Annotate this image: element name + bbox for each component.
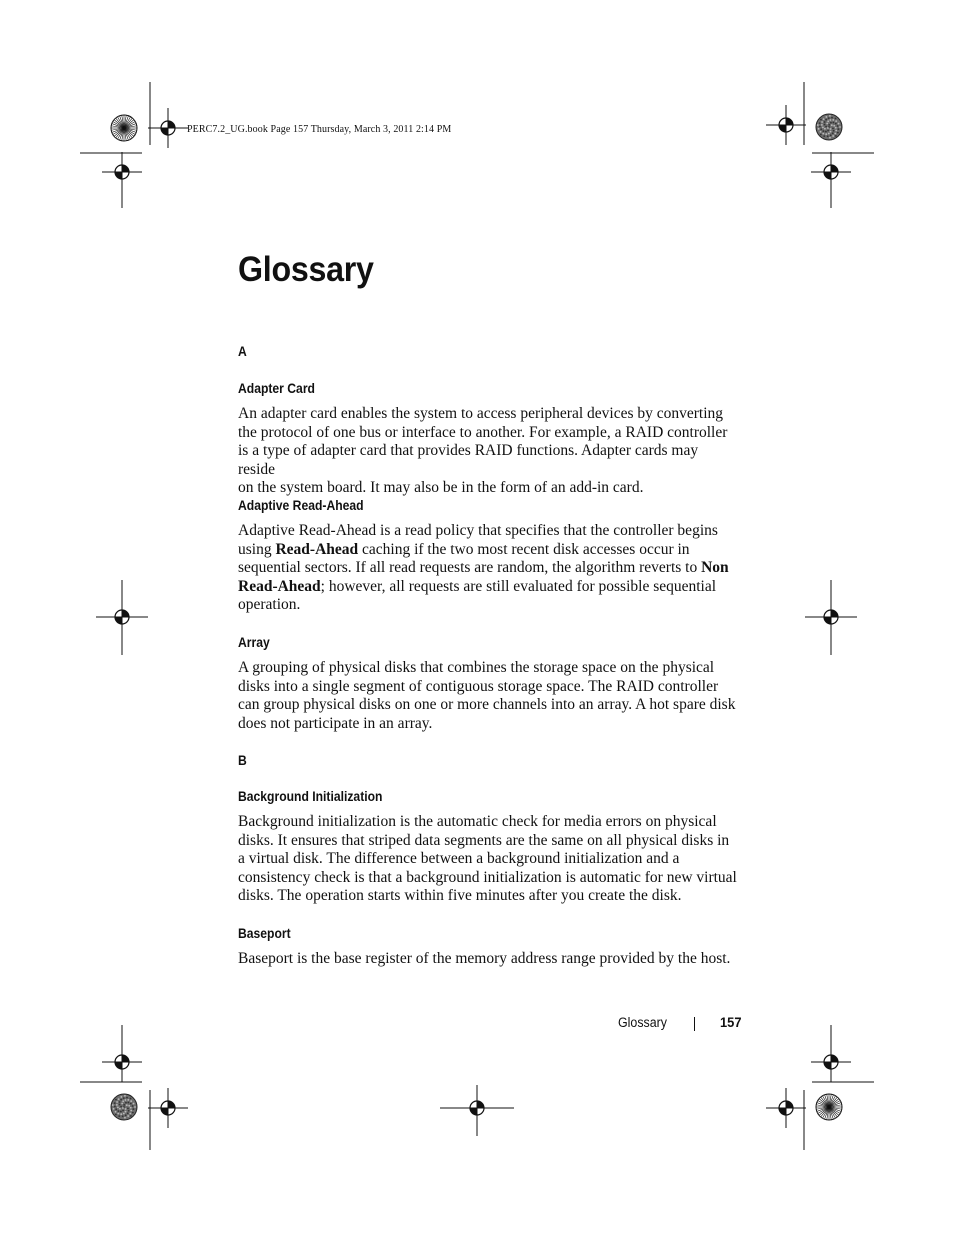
starburst-mark-icon [816,1094,842,1120]
definition-line: does not participate in an array. [238,714,433,732]
definition-background-initialization [238,813,738,906]
term-background-initialization: Background Initialization [238,789,383,804]
crosshair-mark-icon [102,152,142,192]
definition-text: ; however, all requests are still evaluated for possible sequential operation. [238,577,717,614]
definition-line: the protocol of one bus or interface to another. For example, a RAID controller [238,423,728,441]
page-title: Glossary [238,250,374,289]
section-letter-b: B [238,753,247,768]
definition-line: An adapter card enables the system to access peripheral devices by converting [238,405,724,422]
definition-adaptive-read-ahead [238,522,736,615]
definition-line: on the system board. It may also be in the form of an add-in card. [238,479,644,497]
definition-line: Baseport is the base register of the memory address range provided by the host. [238,950,731,967]
term-baseport: Baseport [238,926,291,941]
footer-separator [694,1017,695,1031]
definition-text: caching if the two most recent disk accesses occur in sequential sectors. If all read requests are random, the algorithm reverts to [238,540,702,577]
definition-line: consistency check is that a background initialization is automatic for new virtual [238,868,737,886]
crosshair-mark-icon [766,105,806,145]
definition-line: A grouping of physical disks that combines the storage space on the physical [238,659,715,676]
definition-line: can group physical disks on one or more channels into an array. A hot spare disk [238,696,736,714]
term-adapter-card: Adapter Card [238,381,315,396]
starburst-mark-icon [111,115,137,141]
definition-line: disks. It ensures that striped data segments are the same on all physical disks in [238,831,730,849]
definition-line: disks. The operation starts within five minutes after you create the disk. [238,887,682,905]
gray-dot-mark-icon [111,1094,137,1120]
definition-line: disks into a single segment of contiguous storage space. The RAID controller [238,677,719,695]
print-slug: PERC7.2_UG.book Page 157 Thursday, March 3, 2011 2:14 PM [187,124,452,135]
section-letter-a: A [238,344,247,359]
definition-baseport [238,950,738,969]
definition-adapter-card [238,405,738,498]
bold-term-read-ahead: Read-Ahead [275,540,359,558]
crosshair-mark-icon [148,108,188,148]
gray-dot-mark-icon [816,114,842,140]
definition-line: is a type of adapter card that provides RAID functions. Adapter cards may reside [238,442,699,478]
crosshair-mark-icon [148,1088,188,1128]
term-array: Array [238,635,270,650]
definition-array [238,659,738,733]
definition-text: Adaptive Read-Ahead is a read policy that specifies that the controller begins using [238,522,718,558]
crosshair-mark-icon [811,152,851,192]
definition-line: Background initialization is the automatic check for media errors on physical [238,813,717,830]
bold-term-non-read-ahead: Non Read-Ahead [238,559,729,595]
definition-line: a virtual disk. The difference between a background initialization and a [238,850,680,868]
term-adaptive-read-ahead: Adaptive Read-Ahead [238,498,364,513]
crosshair-mark-icon [766,1088,806,1128]
crosshair-mark-icon [102,1042,142,1082]
crosshair-mark-icon [811,1042,851,1082]
footer-section-name: Glossary [618,1015,668,1030]
page-number: 157 [720,1014,742,1030]
